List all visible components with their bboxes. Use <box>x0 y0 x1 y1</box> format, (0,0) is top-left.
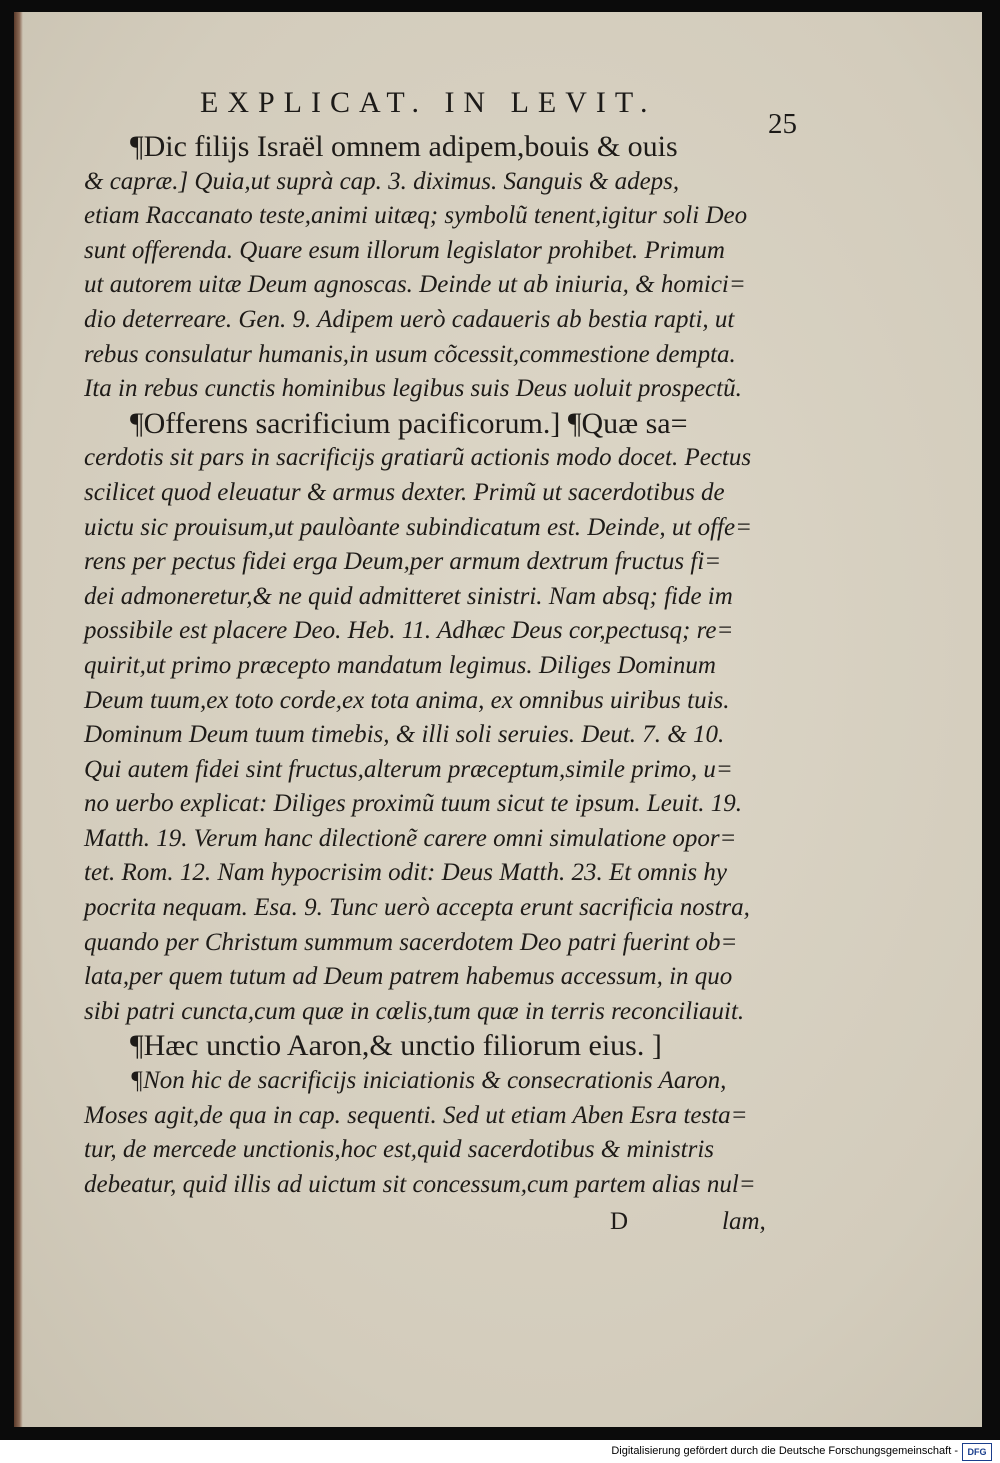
text-line: Matth. 19. Verum hanc dilectionẽ carere omni simulatione opor= <box>84 824 737 852</box>
funding-credit: Digitalisierung gefördert durch die Deutsche Forschungsgemeinschaft - <box>611 1445 958 1457</box>
text-line: Ita in rebus cunctis hominibus legibus suis Deus uoluit prospectũ. <box>84 375 742 403</box>
catchword: lam, <box>722 1208 766 1235</box>
text-line: ¶Non hic de sacrificijs iniciationis & consecrationis Aaron, <box>130 1067 727 1095</box>
page-text-block <box>84 130 774 1202</box>
text-line: scilicet quod eleuatur & armus dexter. Primũ ut sacerdotibus de <box>84 478 725 506</box>
text-line: ¶Hæc unctio Aaron,& unctio filiorum eius. ] <box>130 1029 662 1063</box>
text-line: possibile est placere Deo. Heb. 11. Adhæc Deus cor,pectusq; re= <box>84 617 734 645</box>
text-line: sibi patri cuncta,cum quæ in cœlis,tum quæ in terris reconciliauit. <box>84 997 745 1025</box>
folio-number: 25 <box>768 108 797 140</box>
dfg-logo: DFG <box>962 1443 992 1461</box>
text-line: no uerbo explicat: Diliges proximũ tuum sicut te ipsum. Leuit. 19. <box>84 790 743 818</box>
text-line: Qui autem fidei sint fructus,alterum præceptum,simile primo, u= <box>84 755 733 783</box>
text-line: & capræ.] Quia,ut suprà cap. 3. diximus. Sanguis & adeps, <box>84 167 680 195</box>
footer-bar <box>0 1440 1000 1463</box>
text-line: cerdotis sit pars in sacrificijs gratiarũ actionis modo docet. Pectus <box>84 444 752 472</box>
text-line: Dominum Deum tuum timebis, & illi soli seruies. Deut. 7. & 10. <box>84 721 725 749</box>
text-line: uictu sic prouisum,ut paulòante subindicatum est. Deinde, ut offe= <box>84 513 752 541</box>
book-spine-edge <box>14 12 23 1427</box>
text-line: tet. Rom. 12. Nam hypocrisim odit: Deus Matth. 23. Et omnis hy <box>84 859 727 887</box>
text-line: dio deterreare. Gen. 9. Adipem uerò cadaueris ab bestia rapti, ut <box>84 305 735 333</box>
text-line: Deum tuum,ex toto corde,ex tota anima, ex omnibus uiribus tuis. <box>84 686 730 714</box>
text-line: Moses agit,de qua in cap. sequenti. Sed ut etiam Aben Esra testa= <box>84 1101 748 1129</box>
text-line: lata,per quem tutum ad Deum patrem habemus accessum, in quo <box>84 963 733 991</box>
text-line: rens per pectus fidei erga Deum,per armum dextrum fructus fi= <box>84 548 722 576</box>
signature-mark: D <box>610 1208 629 1235</box>
text-line: ¶Offerens sacrificium pacificorum.] ¶Quæ sa= <box>130 406 688 440</box>
text-line: dei admoneretur,& ne quid admitteret sinistri. Nam absq; fide im <box>84 582 733 610</box>
text-line: sunt offerenda. Quare esum illorum legislator prohibet. Primum <box>84 236 725 264</box>
text-line: ut autorem uitæ Deum agnoscas. Deinde ut ab iniuria, & homici= <box>84 271 746 299</box>
text-line: debeatur, quid illis ad uictum sit concessum,cum partem alias nul= <box>84 1170 756 1198</box>
text-line: etiam Raccanato teste,animi uitæq; symbolũ tenent,igitur soli Deo <box>84 202 748 230</box>
text-line: quirit,ut primo præcepto mandatum legimus. Diliges Dominum <box>84 651 716 679</box>
text-line: ¶Dic filijs Israël omnem adipem,bouis & ouis <box>130 130 678 163</box>
text-line: quando per Christum summum sacerdotem Deo patri fuerint ob= <box>84 928 738 956</box>
running-title: EXPLICAT. IN LEVIT. <box>200 86 657 119</box>
text-line: rebus consulatur humanis,in usum cõcessit,commestione dempta. <box>84 340 736 368</box>
text-line: pocrita nequam. Esa. 9. Tunc uerò accepta erunt sacrificia nostra, <box>84 894 750 922</box>
text-line: tur, de mercede unctionis,hoc est,quid sacerdotibus & ministris <box>84 1136 715 1164</box>
